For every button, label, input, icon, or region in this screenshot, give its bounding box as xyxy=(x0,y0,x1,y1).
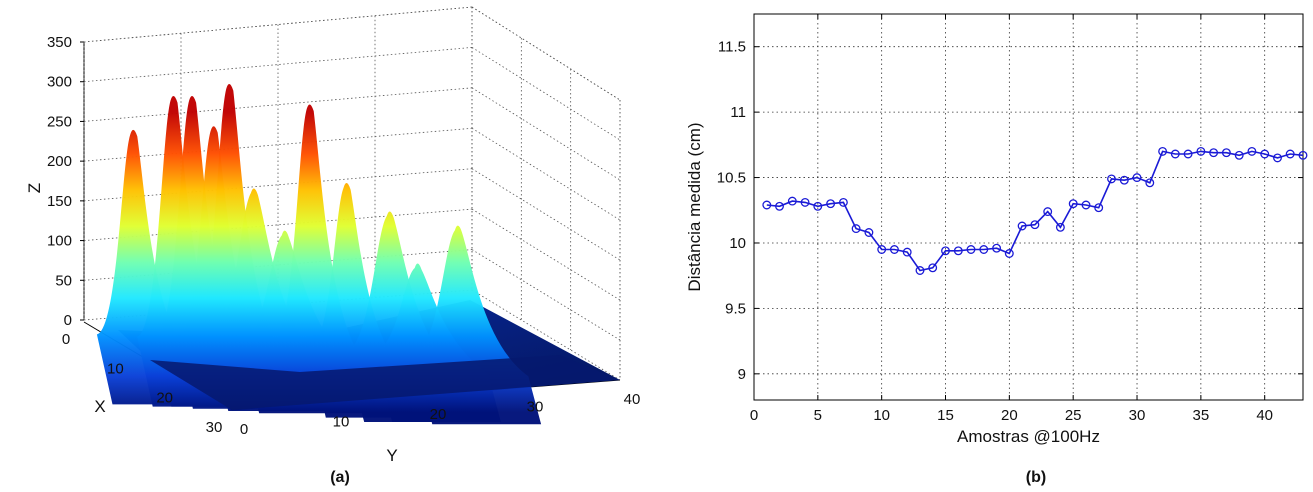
x-tick-label: 15 xyxy=(937,407,954,424)
plot-area xyxy=(754,14,1303,400)
data-point xyxy=(1274,154,1282,162)
data-point xyxy=(929,264,937,272)
y-tick-label: 11.5 xyxy=(717,38,746,56)
surface-chart xyxy=(0,0,650,492)
x-tick-label: 0 xyxy=(749,407,759,424)
data-point xyxy=(1018,222,1026,230)
panel-label-b: (b) xyxy=(1025,469,1047,486)
data-point xyxy=(763,201,771,209)
data-point xyxy=(1095,204,1103,212)
series-line xyxy=(767,151,1303,270)
data-point xyxy=(993,244,1001,252)
x-tick-label: 10 xyxy=(873,407,891,424)
data-point xyxy=(1031,221,1039,229)
data-point xyxy=(942,247,950,255)
y-tick-label: 9.5 xyxy=(725,300,746,318)
data-point xyxy=(878,246,886,254)
data-point xyxy=(1210,149,1218,157)
data-point xyxy=(903,248,911,256)
z-tick-label: 300 xyxy=(46,73,72,91)
data-point xyxy=(789,197,797,205)
data-point xyxy=(916,267,924,275)
data-point xyxy=(1057,224,1065,232)
y-tick-label: 30 xyxy=(526,398,544,416)
x-tick-label: 20 xyxy=(156,389,174,407)
y-tick-label: 20 xyxy=(429,406,447,423)
data-point xyxy=(1006,250,1014,258)
y-tick-label: 10 xyxy=(729,234,746,252)
data-point xyxy=(814,203,822,211)
data-point xyxy=(1069,200,1077,208)
data-point xyxy=(1184,150,1192,158)
z-gridline xyxy=(472,7,620,100)
z-tick-label: 250 xyxy=(46,113,72,131)
x-tick-label: 40 xyxy=(1256,407,1274,424)
data-point xyxy=(1044,208,1052,216)
x-tick-label: 20 xyxy=(1001,407,1018,424)
z-tick-label: 100 xyxy=(46,232,72,250)
data-point xyxy=(852,225,860,233)
z-tick-label: 0 xyxy=(63,312,72,329)
y-tick-label: 0 xyxy=(239,421,249,438)
z-gridline xyxy=(472,209,620,300)
x-tick-label: 25 xyxy=(1064,407,1082,424)
y-tick-label: 9 xyxy=(737,365,746,383)
data-point xyxy=(827,200,835,208)
data-point xyxy=(1121,176,1129,184)
z-gridline xyxy=(472,47,620,140)
x-axis-label: Amostras @100Hz xyxy=(957,427,1100,446)
data-point xyxy=(955,247,963,255)
data-point xyxy=(1197,148,1205,156)
data-point xyxy=(1082,201,1090,209)
x-tick-label: 35 xyxy=(1192,407,1210,424)
x-tick-label: 30 xyxy=(205,419,223,436)
x-tick-label: 0 xyxy=(61,331,71,348)
y-tick-label: 11 xyxy=(730,104,746,122)
z-tick-label: 200 xyxy=(46,153,72,171)
y-axis-label: Y xyxy=(386,446,398,465)
z-gridline xyxy=(472,128,620,220)
data-point xyxy=(891,246,899,254)
z-tick-label: 350 xyxy=(46,34,72,51)
data-point xyxy=(1261,150,1269,158)
z-tick-label: 50 xyxy=(55,272,72,290)
data-point xyxy=(840,199,848,207)
data-point xyxy=(967,246,975,254)
y-tick-label: 10.5 xyxy=(716,169,746,187)
data-point xyxy=(801,199,809,207)
data-point xyxy=(1248,148,1256,156)
y-tick-label: 40 xyxy=(623,391,641,408)
data-point xyxy=(1223,149,1231,157)
x-tick-label: 30 xyxy=(1128,407,1146,424)
data-point xyxy=(1235,152,1243,160)
data-point xyxy=(776,203,784,211)
data-point xyxy=(1286,150,1294,158)
z-tick-label: 150 xyxy=(46,192,72,210)
z-axis-label: Z xyxy=(25,182,44,194)
z-gridline xyxy=(472,169,620,260)
x-tick-label: 10 xyxy=(106,360,124,378)
data-point xyxy=(1159,148,1167,156)
data-point xyxy=(1108,175,1116,183)
data-point xyxy=(865,229,873,237)
x-axis-label: X xyxy=(94,397,106,416)
panel-label-a: (a) xyxy=(330,469,350,486)
z-gridline xyxy=(472,88,620,180)
data-point xyxy=(1146,179,1154,187)
data-point xyxy=(1172,150,1180,158)
y-tick-label: 10 xyxy=(332,413,350,431)
data-point xyxy=(1133,174,1141,182)
plot-frame xyxy=(754,14,1303,400)
data-point xyxy=(1299,152,1307,160)
y-axis-label: Distância medida (cm) xyxy=(685,122,704,292)
x-tick-label: 5 xyxy=(813,407,823,424)
data-point xyxy=(980,246,988,254)
